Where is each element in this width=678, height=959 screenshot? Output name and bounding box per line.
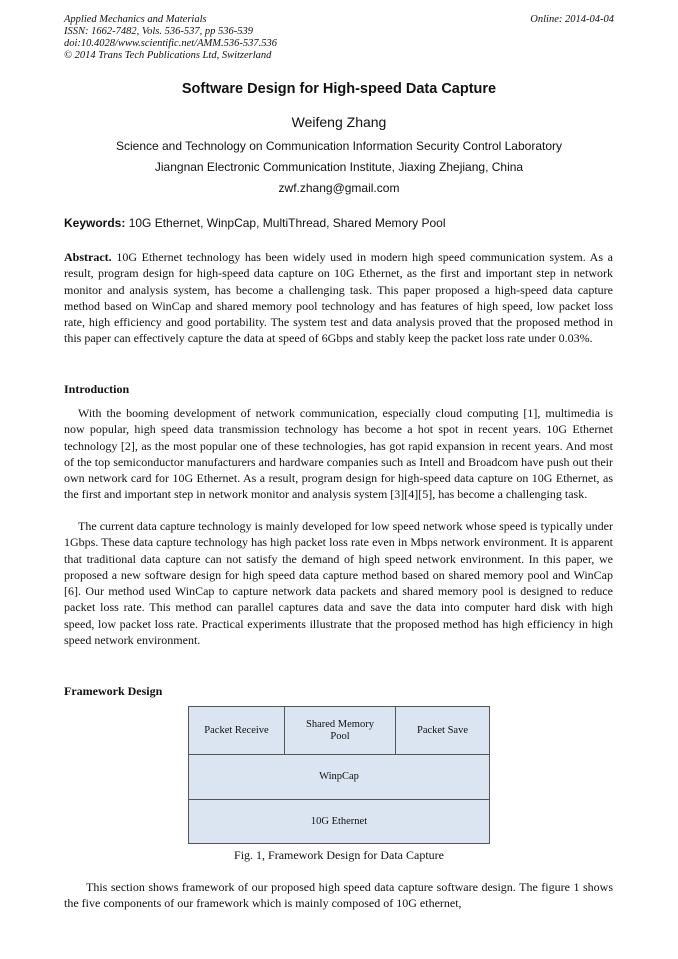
online-date: Online: 2014-04-04 [530, 14, 614, 25]
journal-doi: doi:10.4028/www.scientific.net/AMM.536-537.536 [64, 38, 277, 49]
keywords-text: 10G Ethernet, WinpCap, MultiThread, Shared Memory Pool [128, 216, 446, 230]
framework-paragraph-1: This section shows framework of our proposed high speed data capture software design. The figure 1 shows the five components of our framework which is mainly composed of 10G ethernet, [64, 880, 613, 911]
framework-diagram [188, 706, 490, 844]
journal-issn: ISSN: 1662-7482, Vols. 536-537, pp 536-539 [64, 26, 253, 37]
author-email: zwf.zhang@gmail.com [278, 181, 400, 195]
paper-title: Software Design for High-speed Data Capture [181, 81, 497, 97]
keywords-label: Keywords: [64, 216, 126, 230]
affiliation-institute: Jiangnan Electronic Communication Institute, Jiaxing Zhejiang, China [154, 160, 524, 174]
winpcap-box: WinpCap [189, 755, 489, 800]
packet-receive-box: Packet Receive [189, 707, 285, 755]
author-name: Weifeng Zhang [291, 114, 387, 130]
abstract [64, 249, 613, 347]
section-heading-framework: Framework Design [64, 684, 163, 698]
shared-memory-pool-box: Shared Memory Pool [285, 707, 396, 755]
abstract-label: Abstract. [64, 250, 112, 264]
packet-save-box: Packet Save [396, 707, 489, 755]
intro-paragraph-2: The current data capture technology is mainly developed for low speed network whose speed is typically under 1Gbps. These data capture technology has high packet loss rate even in Mbps network environment. It is apparent that traditional data capture can not satisfy the demand of high speed network environment. In this paper, we proposed a new software design for high speed data capture method based on shared memory pool and WinCap [6]. Our method used WinCap to capture network data packets and shared memory pool is designed to reduce packet loss rate. This method can parallel captures data and save the data into computer hard disk with high speed, low packet loss rate. Practical experiments illustrate that the proposed method has high efficiency in high speed network environment. [64, 519, 613, 648]
abstract-text: 10G Ethernet technology has been widely used in modern high speed communication system. As a result, program design for high-speed data capture on 10G Ethernet, as the first and important step in network monitor and analysis system, has become a challenging task. This paper proposed a high-speed data capture method based on WinCap and shared memory pool technology and has features of high speed, low packet loss rate, high efficiency and good portability. The system test and data analysis proved that the proposed method in this paper can effectively capture the data at speed of 6Gbps and stably keep the packet loss rate under 0.03%. [64, 250, 613, 346]
journal-header [64, 14, 614, 62]
section-heading-introduction: Introduction [64, 382, 130, 396]
intro-paragraph-1: With the booming development of network communication, especially cloud computing [1], multimedia is now popular, high speed data transmission technology has become a hot spot in recent years. 10G Ethernet technology [2], as the most popular one of these technologies, has got rapid expansion in recent years. And most of the top semiconductor manufacturers and hardware companies such as Intell and Broadcom have push out their own network card for 10G Ethernet. As a result, program design for high-speed data capture on 10G Ethernet, as the first and important step in network monitor and analysis system [3][4][5], has become a challenging task. [64, 406, 613, 502]
journal-copyright: © 2014 Trans Tech Publications Ltd, Switzerland [64, 50, 272, 61]
journal-name: Applied Mechanics and Materials [64, 14, 207, 25]
figure-caption: Fig. 1, Framework Design for Data Capture [234, 848, 444, 862]
affiliation-lab: Science and Technology on Communication Information Security Control Laboratory [115, 139, 563, 153]
ethernet-box: 10G Ethernet [310, 815, 368, 827]
keywords [64, 216, 446, 230]
